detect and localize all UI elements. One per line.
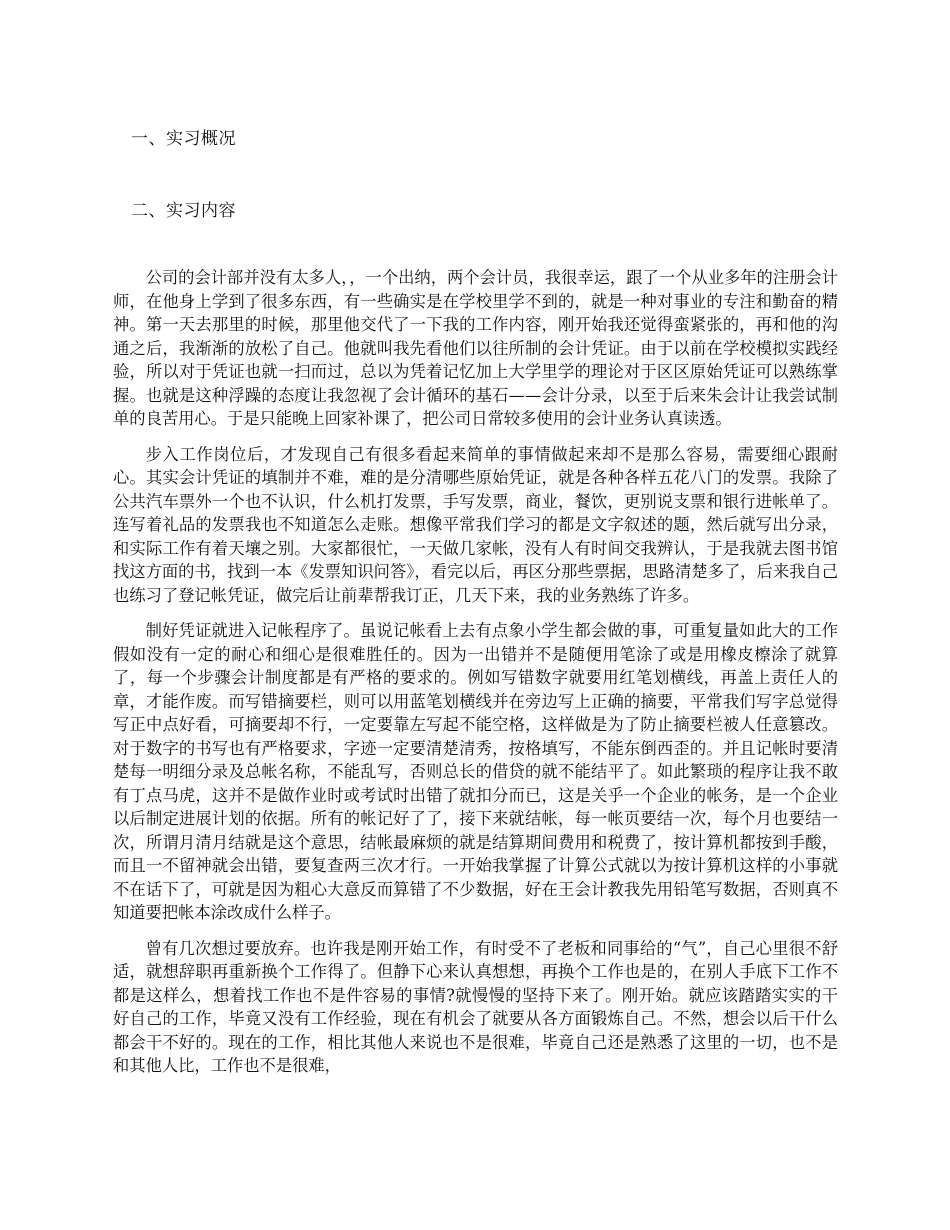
- section-heading-overview: 一、实习概况: [131, 129, 236, 149]
- paragraph-4: 曾有几次想过要放弃。也许我是刚开始工作，有时受不了老板和同事给的“气”，自己心里很不舒适，就想辞职再重新换个工作得了。但静下心来认真想想，再换个工作也是的，在别人手底下工作不都是这样么，想着找工作也不是件容易的事情?就慢慢的坚持下来了。刚开始。就应该踏踏实实的干好自己的工作，毕竟又没有工作经验，现在有机会了就要从各方面锻炼自己。不然，想会以后干什么都会干不好的。现在的工作，相比其他人来说也不是很难，毕竟自己还是熟悉了这里的一切，也不是和其他人比，工作也不是很难，: [113, 938, 838, 1075]
- section-heading-content: 二、实习内容: [131, 201, 236, 221]
- paragraph-1: 公司的会计部并没有太多人，，一个出纳，两个会计员，我很幸运，跟了一个从业多年的注册会计师，在他身上学到了很多东西，有一些确实是在学校里学不到的，就是一种对事业的专注和勤奋的精神。第一天去那里的时候，那里他交代了一下我的工作内容，刚开始我还觉得蛮紧张的，再和他的沟通之后，我渐渐的放松了自己。他就叫我先看他们以往所制的会计凭证。由于以前在学校模拟实践经验，所以对于凭证也就一扫而过，总以为凭着记忆加上大学里学的理论对于区区原始凭证可以熟练掌握。也就是这种浮躁的态度让我忽视了会计循环的基石——会计分录，以至于后来朱会计让我尝试制单的良苦用心。于是只能晚上回家补课了，把公司日常较多使用的会计业务认真读透。: [113, 268, 838, 428]
- paragraph-3: 制好凭证就进入记帐程序了。虽说记帐看上去有点象小学生都会做的事，可重复量如此大的工作假如没有一定的耐心和细心是很难胜任的。因为一出错并不是随便用笔涂了或是用橡皮檫涂了就算了，每一个步骤会计制度都是有严格的要求的。例如写错数字就要用红笔划横线，再盖上责任人的章，才能作废。而写错摘要栏，则可以用蓝笔划横线并在旁边写上正确的摘要，平常我们写字总觉得写正中点好看，可摘要却不行，一定要靠左写起不能空格，这样做是为了防止摘要栏被人任意篡改。对于数字的书写也有严格要求，字迹一定要清楚清秀，按格填写，不能东倒西歪的。并且记帐时要清楚每一明细分录及总帐名称，不能乱写，否则总长的借贷的就不能结平了。如此繁琐的程序让我不敢有丁点马虎，这并不是做作业时或考试时出错了就扣分而已，这是关乎一个企业的帐务，是一个企业以后制定进展计划的依据。所有的帐记好了了，接下来就结帐，每一帐页要结一次，每个月也要结一次，所谓月清月结就是这个意思，结帐最麻烦的就是结算期间费用和税费了，按计算机都按到手酸，而且一不留神就会出错，要复查两三次才行。一开始我掌握了计算公式就以为按计算机这样的小事就不在话下了，可就是因为粗心大意反而算错了不少数据，好在王会计教我先用铅笔写数据，否则真不知道要把帐本涂改成什么样子。: [113, 621, 838, 922]
- document-body: [113, 266, 838, 1090]
- paragraph-2: 步入工作岗位后，才发现自己有很多看起来简单的事情做起来却不是那么容易，需要细心跟耐心。其实会计凭证的填制并不难，难的是分清哪些原始凭证，就是各种各样五花八门的发票。我除了公共汽车票外一个也不认识，什么机打发票，手写发票，商业，餐饮，更别说支票和银行进帐单了。连写着礼品的发票我也不知道怎么走账。想像平常我们学习的都是文字叙述的题，然后就写出分录，和实际工作有着天壤之别。大家都很忙，一天做几家帐，没有人有时间交我辨认，于是我就去图书馆找这方面的书，找到一本《发票知识问答》，看完以后，再区分那些票据，思路清楚多了，后来我自己也练习了登记帐凭证，做完后让前辈帮我订正，几天下来，我的业务熟练了许多。: [113, 444, 838, 605]
